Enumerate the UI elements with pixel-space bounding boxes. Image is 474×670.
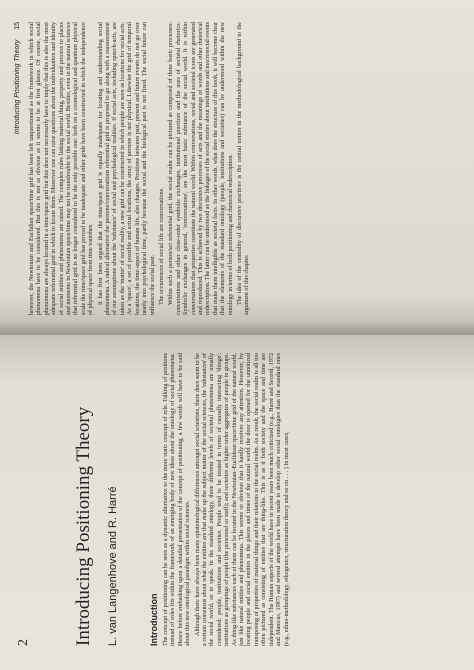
body-paragraph: Within such a person/act referential grid, the social realm can be pictured as composed of three basic processes: conversations and other close-order symbolic exchanges, institutional practices and the uses of societal rhetorics. Symbolic exchanges in general, 'conversations', are the most basic substance of the social world. It is within conversations that properties constitute the natural world. Within conversations, social and societal icons are generated and reproduced. This is achieved by two discursive processes of acts and the meanings of words and other rhetorical redescription. The latter can be understood as the linkages of the social stories about institutions and macrosocial events that make them intelligible as societal facts. In other words, what does the structure of this book, it will become clear that the elements of the standard ontology (people, institutions and societies) can be understood within the new ontology in terms of both positioning and rhetorical redescription. [168, 22, 234, 315]
body-paragraph: The concept of positioning can be seen as a dynamic alternative to the more static concept of role. Talking of positions instead of roles fits within the framework of an emerging body of new ideas about the ontology of social phenomena. Hence before embarking upon a detailed presentation of the concept of positioning, a few words will have to be said about this new ontological paradigm within social sciences. [163, 353, 192, 646]
running-head [14, 22, 21, 315]
body-paragraph: Although there have always been many epistemological differences amongst social scientists, there does seem to be a certain consensus about what the entities are that make up the subject matter of the social sciences, the 'substances' of the social world, so to speak. In the standard ontology, three different levels of societal phenomena are usually considered: people, institutions and societies. People tend to be treated in terms of causally interacting 'things'; institutions as groupings of people (the personnel or staff); and societies as higher order aggregates of people in groups. As thing-like substances each of them can be located in the Newtonian–Euclidean space/time grid of the natural world, just like natural entities and phenomena. This seems so obvious that it hardly receives any attention. However, by locating people and social entities in the places and times of the natural world the door is opened for the unnoticed transposing of properties of material things and their relations to the social realm. As a result, the social realm is all too often pictured as consisting of entities that are thing-like. This is as if both society and the space and time are independent. The Human aspects of the world have in recent years been much criticized (e.g., Harré and Secord, 1972 and Manicas, 1987) and several attempts have been made to develop other social ontologies than the standard ones (e.g., ethno-methodology, ethogenics, structuration theory and so on . . . ) In most cases, [194, 353, 290, 646]
left-page [0, 335, 474, 670]
section-heading: Introduction [149, 593, 159, 646]
gutter-shadow [0, 321, 474, 335]
page-number-right: 15 [14, 22, 21, 30]
body-paragraph: however, the Newtonian and Euclidian space/time grid has been left unquestioned as the framework in which social phenomena have to be considered. But this is not as obvious as it seems to be at first glance. Of course, social phenomena are always located in a time/space grid but this does not necessarily have to imply that this is also the most adequate referential grid in which to locate them. Moreover one can raise questions about the individuation and identity of social entities and phenomena are raised. The complex rules linking material thing, property and process to places and moments in Newtonian space/time may not be transferable to the social world. Besides, even in the natural sciences that referential grid is no longer considered to be the only possible one: both on a cosmological and quantum physical scale the time/space grid has proved to be inadequate and other grids have been constructed in which the independence of physical space from time vanishes. [29, 22, 95, 315]
page-number-left: 2 [16, 639, 31, 646]
chapter-title: Introducing Positioning Theory [73, 406, 94, 646]
body-paragraph: The occurrences of social life are conversations. [158, 187, 165, 305]
running-head-title: Introducing Positioning Theory [14, 39, 21, 135]
chapter-authors: L. van Langenhove and R. Harré [107, 486, 119, 646]
body-paragraph: The idea of the centrality of discursive practices is the central notion in the methodological background to the argument of this chapter. [236, 22, 251, 315]
body-paragraph: It has first been argued that the time/space grid is equally inadequate for locating and understanding social phenomena. A radical alternative the persons/conversations referential grid is proposed to go along with a reassessment of our assumptions about the 'substance' of social and psychological realities. If social acts, including speech-acts, are taken as the 'matter' of social reality, a new grid can be constructed in which people are seen as locations for social acts. As a 'space', a set of possible and actual locations, the array of persons is not physical. Likewise the grid of temporal locations, the time-aspect of human life, also changes. Positions between past, present and future events do not go over neatly into psychological time, partly because the social and the biological past is not fixed. The social future can influence the social past. [97, 22, 156, 315]
